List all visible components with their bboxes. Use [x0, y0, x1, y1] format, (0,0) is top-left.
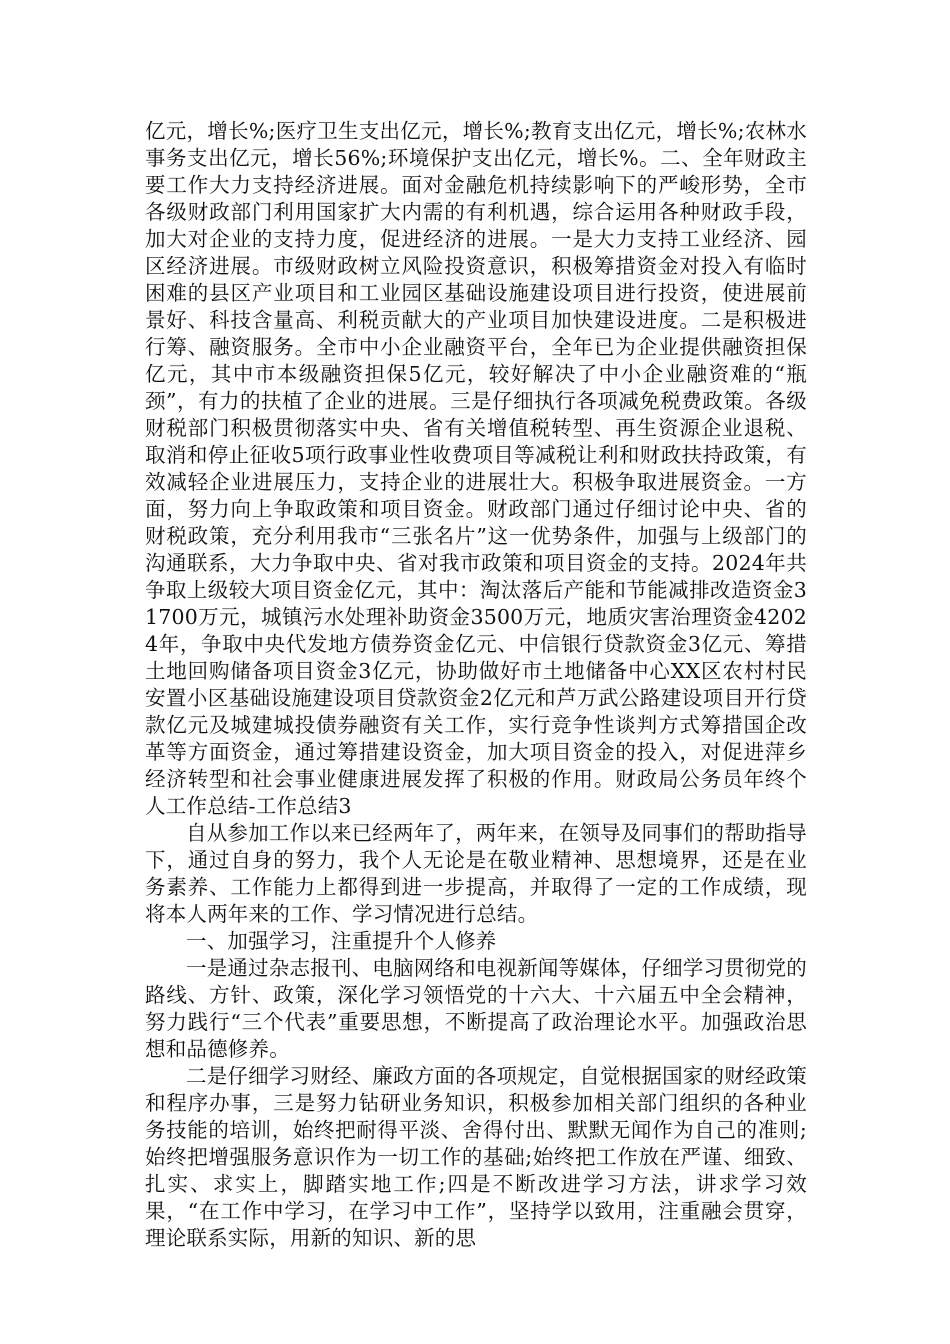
paragraph-work-overview: 自从参加工作以来已经两年了，两年来，在领导及同事们的帮助指导下，通过自身的努力，我个人无论是在敬业精神、思想境界，还是在业务素养、工作能力上都得到进一步提高，并取得了一定的工作成绩，现将本人两年来的工作、学习情况进行总结。 [145, 821, 807, 926]
paragraph-finance-summary: 亿元，增长%;医疗卫生支出亿元，增长%;教育支出亿元，增长%;农林水事务支出亿元，增长56%;环境保护支出亿元，增长%。二、全年财政主要工作大力支持经济进展。面对金融危机持续影响下的严峻形势，全市各级财政部门利用国家扩大内需的有利机遇，综合运用各种财政手段，加大对企业的支持力度，促进经济的进展。一是大力支持工业经济、园区经济进展。市级财政树立风险投资意识，积极筹措资金对投入有临时困难的县区产业项目和工业园区基础设施建设项目进行投资，使进展前景好、科技含量高、利税贡献大的产业项目加快建设进度。二是积极进行筹、融资服务。全市中小企业融资平台，全年已为企业提供融资担保亿元，其中市本级融资担保5亿元，较好解决了中小企业融资难的“瓶颈”，有力的扶植了企业的进展。三是仔细执行各项减免税费政策。各级财税部门积极贯彻落实中央、省有关增值税转型、再生资源企业退税、取消和停止征收5项行政事业性收费项目等减税让利和财政扶持政策，有效减轻企业进展压力，支持企业的进展壮大。积极争取进展资金。一方面，努力向上争取政策和项目资金。财政部门通过仔细讨论中央、省的财税政策，充分利用我市“三张名片”这一优势条件，加强与上级部门的沟通联系，大力争取中央、省对我市政策和项目资金的支持。2024年共争取上级较大项目资金亿元，其中：淘汰落后产能和节能减排改造资金31700万元，城镇污水处理补助资金3500万元，地质灾害治理资金42024年，争取中央代发地方债券资金亿元、中信银行贷款资金3亿元、筹措土地回购储备项目资金3亿元，协助做好市土地储备中心XX区农村村民安置小区基础设施建设项目贷款资金2亿元和芦万武公路建设项目开行贷款亿元及城建城投债券融资有关工作，实行竞争性谈判方式筹措国企改革等方面资金，通过筹措建设资金，加大项目资金的投入，对促进萍乡经济转型和社会事业健康进展发挥了积极的作用。财政局公务员年终个人工作总结-工作总结3 [145, 119, 807, 818]
paragraph-professional-study: 二是仔细学习财经、廉政方面的各项规定，自觉根据国家的财经政策和程序办事，三是努力钻研业务知识，积极参加相关部门组织的各种业务技能的培训，始终把耐得平淡、舍得付出、默默无闻作为自己的准则;始终把增强服务意识作为一切工作的基础;始终把工作放在严谨、细致、扎实、求实上，脚踏实地工作;四是不断改进学习方法，讲求学习效果，“在工作中学习，在学习中工作”，坚持学以致用，注重融会贯穿，理论联系实际，用新的知识、新的思 [145, 1064, 807, 1250]
document-body [145, 118, 807, 1252]
paragraph-political-study: 一是通过杂志报刊、电脑网络和电视新闻等媒体，仔细学习贯彻党的路线、方针、政策，深化学习领悟党的十六大、十六届五中全会精神，努力践行“三个代表”重要思想，不断提高了政治理论水平。加强政治思想和品德修养。 [145, 956, 807, 1061]
paragraph-section-heading: 一、加强学习，注重提升个人修养 [186, 929, 497, 953]
